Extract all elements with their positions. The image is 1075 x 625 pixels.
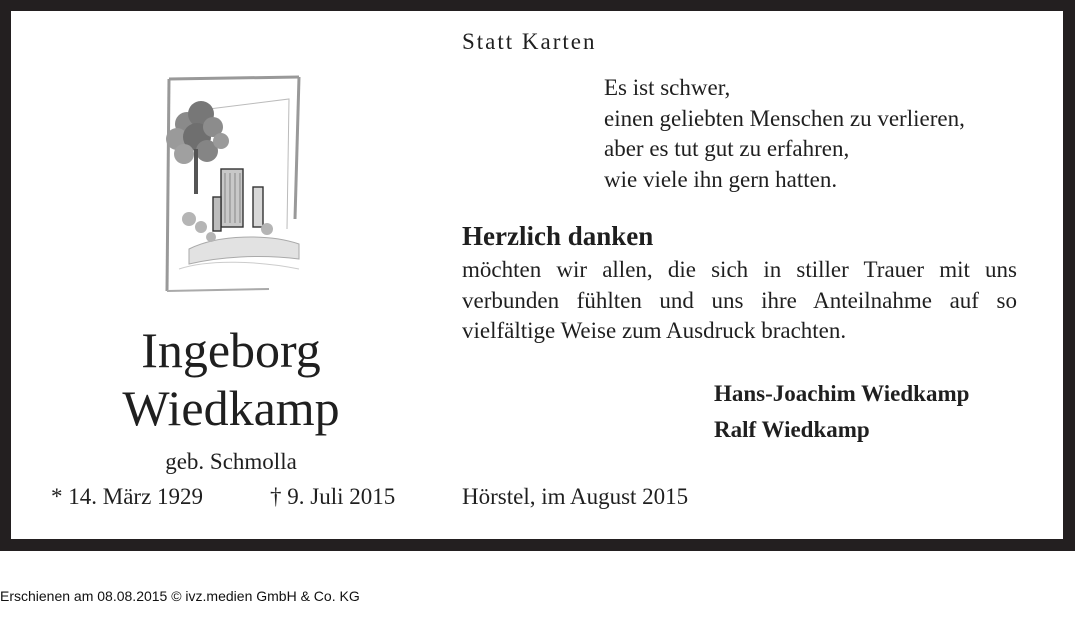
birth-date: * 14. März 1929 [51, 484, 204, 509]
obituary-card [11, 11, 1063, 539]
garden-gate-tree-icon [149, 69, 313, 297]
poem-line: aber es tut gut zu erfahren, [604, 136, 850, 161]
place-date: Hörstel, im August 2015 [462, 484, 689, 509]
poem [604, 73, 965, 195]
thanks-line: vielfältige Weise zum Ausdruck brachten. [462, 318, 847, 343]
poem-line: einen geliebten Menschen zu verlieren, [604, 105, 965, 131]
poem-line: wie viele ihn gern hatten. [604, 166, 838, 192]
thanks-line: verbunden fühlten und uns ihre Anteilnahme auf so [462, 287, 1017, 313]
deceased-last-name: Wiedkamp [122, 380, 340, 436]
thanks-heading: Herzlich danken [462, 221, 654, 251]
deceased-first-name: Ingeborg [141, 322, 321, 378]
poem-line: Es ist schwer, [604, 75, 731, 100]
header-statt-karten: Statt Karten [462, 29, 597, 54]
signature-hans-joachim: Hans-Joachim Wiedkamp [714, 381, 970, 406]
thanks-line: möchten wir allen, die sich in stiller Trauer mit uns [462, 257, 1017, 282]
thanks-text [462, 255, 1017, 347]
publication-footer: Erschienen am 08.08.2015 © ivz.medien GmbH & Co. KG [0, 588, 360, 604]
death-date: † 9. Juli 2015 [270, 484, 396, 509]
maiden-name: geb. Schmolla [165, 449, 297, 474]
signature-ralf: Ralf Wiedkamp [714, 417, 870, 442]
